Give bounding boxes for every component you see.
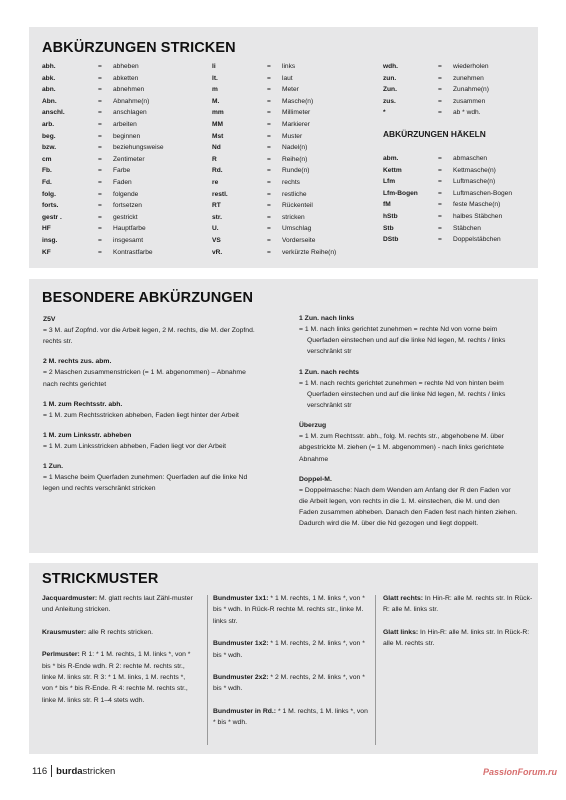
abbr-value: Kettmasche(n) [453,166,496,174]
abbr-equals: = [438,166,442,174]
abbr-row [212,119,336,131]
abbr-value: stricken [282,213,305,221]
abbr-equals: = [98,178,102,186]
abbr-value: arbeiten [113,120,137,128]
abbr-equals: = [438,236,442,244]
abbr-equals: = [98,155,102,163]
abbr-key: beg. [42,132,56,140]
abbr-key: abm. [383,155,399,162]
abbreviation-entry [43,461,273,494]
definition-line: Abnahme [299,455,329,463]
abbr-key: U. [212,225,219,233]
definition-line: Dadurch wird die M. über die Nd gezogen und liegt doppelt. [299,520,479,528]
abbr-value: insgesamt [113,236,144,244]
definition-line: = Doppelmasche: Nach dem Wenden am Anfang der R den Faden vor [299,486,511,494]
definition-line: = 1 M. zum Rechtsstr. abh., folg. M. rechts str., abgehobene M. über [299,433,504,441]
strickmuster-column-2 [213,593,371,740]
abbr-row [42,107,164,119]
pattern-name: Krausmuster: [42,628,87,636]
abbreviation-entry [43,399,273,421]
abbr-row [212,96,336,108]
abbreviation-definition [299,485,529,530]
besondere-left-column [43,314,273,504]
abbreviation-definition [43,325,273,347]
abbr-row [212,73,336,85]
abbreviation-entry [43,314,273,347]
abbr-equals: = [267,144,271,152]
abbr-row [42,177,164,189]
abbr-row [212,61,336,73]
abbr-value: fortsetzen [113,202,142,210]
abbr-value: zunehmen [453,74,484,82]
abbr-value: abmaschen [453,155,488,162]
abbr-value: folgende [113,190,139,198]
pattern-name: Bundmuster 1x2: [213,640,269,648]
abbr-value: rechts [282,178,300,186]
abbreviation-term: Z5V [43,316,56,323]
abbr-equals: = [438,63,442,70]
abbr-row [212,142,336,154]
abbr-equals: = [98,97,102,105]
abbr-equals: = [267,202,271,210]
abbreviation-definition [299,324,529,358]
abbr-value: abnehmen [113,86,145,94]
haekeln-title: ABKÜRZUNGEN HÄKELN [383,129,486,139]
abbr-value: Farbe [113,167,131,175]
abbreviation-entry [43,356,273,389]
abbr-equals: = [438,155,442,162]
abbr-row [383,211,512,223]
pattern-name: Glatt links: [383,628,419,636]
definition-line: Querfaden einstechen und auf die linke Nd legen, M. rechts / links [307,390,506,398]
abbr-equals: = [98,190,102,198]
abbr-value: Rückenteil [282,202,313,210]
pattern-instructions: R 1: * 1 M. rechts, 1 M. links *, von * bis * bis R-Ende wdh. R 2: rechte M. rechts str., linke M. links str. R 3: * 1 M. links, 1 M. rechts *, von * bis * bis R-Ende. R 4: rechte M. rechts str., linke M. links str. R 1–4 stets wdh. [42,651,191,704]
abbr-row [212,200,336,212]
abbr-value: Zunahme(n) [453,86,489,94]
abbr-key: Rd. [212,167,223,175]
abbr-key: zun. [383,74,397,82]
abbr-key: RT [212,202,221,210]
abbr-equals: = [267,155,271,163]
definition-line: = 1 Masche beim Querfaden zunehmen: Querfaden auf die linke Nd [43,474,248,482]
abbr-row [212,235,336,247]
abbreviation-term: 1 M. zum Linksstr. abheben [43,432,132,440]
abbr-row [212,177,336,189]
abbr-key: hStb [383,212,398,220]
abbr-key: * [383,109,386,117]
strickmuster-title: STRICKMUSTER [42,571,159,587]
abbr-row [42,212,164,224]
pattern-entry [42,593,197,616]
abbreviation-definition [43,367,273,389]
abbr-equals: = [98,248,102,256]
abbr-equals: = [438,189,442,197]
abbr-value: Reihe(n) [282,155,308,163]
abbr-key: Mst [212,132,224,140]
abkuerzungen-title: ABKÜRZUNGEN STRICKEN [42,40,236,56]
abbreviation-definition [299,431,529,465]
pattern-entry [213,706,371,729]
abbr-equals: = [267,74,271,82]
abbr-value: Muster [282,132,303,140]
abbreviation-definition [43,472,273,494]
abbr-row [383,96,489,108]
watermark: PassionForum.ru [482,767,557,777]
abbr-equals: = [267,225,271,233]
besondere-right-column [299,313,529,539]
abbr-value: Runde(n) [282,167,310,175]
pattern-instructions: * 2 M. rechts, 2 M. links *, von * bis * wdh. [213,674,365,693]
definition-line: = 1 M. zum Linksstricken abheben, Faden liegt vor der Arbeit [43,443,227,451]
abbr-equals: = [98,144,102,152]
abbr-value: Markierer [282,120,310,128]
abbr-key: Fb. [42,167,52,175]
pattern-entry [383,593,533,616]
abbr-value: abheben [113,63,139,70]
abbr-equals: = [438,97,442,105]
abbr-row [42,142,164,154]
definition-line: = 1 M. nach links gerichtet zunehmen = rechte Nd von vorne beim [299,326,498,333]
abbr-row [42,131,164,143]
abbreviation-entry [299,313,529,358]
abbr-value: Hauptfarbe [113,225,146,233]
abbr-row [383,153,512,165]
brand-name-light: stricken [82,765,116,777]
abbr-value: Faden [113,178,132,186]
abbr-key: Zun. [383,86,397,94]
abbr-key: fM [383,201,391,209]
pattern-entry [213,638,371,661]
abbr-key: Nd [212,144,221,152]
footer-divider [51,765,52,777]
definition-line: Querfaden einstechen und auf die linke Nd legen, M. rechts / links [307,337,506,345]
abbr-value: beziehungsweise [113,144,164,152]
abbr-key: li [212,63,216,70]
definition-line: nach rechts gerichtet [43,380,107,388]
strickmuster-column-1 [42,593,197,717]
abbr-row [42,165,164,177]
pattern-entry [213,672,371,695]
strickmuster-column-3 [383,593,533,661]
pattern-name: Bundmuster in Rd.: [213,707,277,715]
abbr-key: MM [212,120,223,128]
abbreviation-entry [299,420,529,465]
abbreviation-term: Überzug [299,422,327,430]
abbr-key: R [212,155,217,163]
abbr-key: Stb [383,224,394,232]
abbr-value: wiederholen [453,63,489,70]
abbreviation-term: 1 Zun. nach links [299,315,355,322]
abbr-equals: = [267,86,271,94]
pattern-entry [383,627,533,650]
abbr-value: anschlagen [113,109,147,117]
abbr-equals: = [438,224,442,232]
abbr-equals: = [267,178,271,186]
strickmuster-panel [29,563,538,754]
pattern-name: Perlmuster: [42,651,80,659]
abbr-value: feste Masche(n) [453,201,501,209]
abbr-equals: = [98,74,102,82]
abbreviation-entry [43,430,273,452]
definition-line: verschränkt str [307,402,352,410]
abbr-value: abketten [113,74,139,82]
pattern-name: Jacquardmuster: [42,595,98,602]
definition-line: Faden zusammen abheben. Danach den Faden fest nach hinten ziehen. [299,509,518,517]
column-divider [375,595,376,745]
abbr-row [383,84,489,96]
abbr-key: gestr . [42,213,62,221]
abbr-column-1 [42,61,164,258]
abbr-key: zus. [383,97,396,105]
abbr-equals: = [267,190,271,198]
pattern-instructions: * 1 M. rechts, 2 M. links *, von * bis * wdh. [213,640,365,659]
abbr-column-3 [383,61,489,119]
pattern-instructions: * 1 M. rechts, 1 M. links *, von * bis * wdh. [213,707,368,727]
abbreviation-definition [43,410,273,421]
abbr-value: Nadel(n) [282,144,308,152]
definition-line: abgestrickte M. ziehen (= 1 M. abgenommen) - nach links gerichtete [299,444,504,452]
definition-line: = 3 M. auf Zopfnd. vor die Arbeit legen, 2 M. rechts, die M. der Zopfnd. [43,327,255,334]
abbr-value: halbes Stäbchen [453,212,503,220]
abbr-key: cm [42,155,52,163]
abbr-key: arb. [42,120,55,128]
abbr-key: insg. [42,236,58,244]
abbr-equals: = [98,109,102,117]
abbr-key: Kettm [383,166,402,174]
abbr-equals: = [438,109,442,117]
abbr-row [383,223,512,235]
abbr-key: Fd. [42,178,52,186]
abbr-row [212,212,336,224]
abbr-value: verkürzte Reihe(n) [282,248,337,256]
abbreviation-entry [299,474,529,530]
abbr-row [42,154,164,166]
abbr-column-haekeln [383,153,512,246]
abbr-equals: = [98,213,102,221]
abbr-equals: = [438,178,442,186]
abbr-row [42,84,164,96]
abbr-key: abh. [42,63,56,70]
pattern-instructions: In Hin-R: alle M. rechts str. In Rück-R: alle M. links str. [383,595,533,614]
abbr-row [212,189,336,201]
abbreviation-entry [299,367,529,412]
abbr-row [383,199,512,211]
abbr-equals: = [98,236,102,244]
abbr-value: Kontrastfarbe [113,248,153,256]
abbr-value: Millimeter [282,109,311,117]
abbr-row [42,247,164,259]
abbr-equals: = [267,213,271,221]
abbr-value: Abnahme(n) [113,97,150,105]
abbr-key: VS [212,236,221,244]
abbr-equals: = [267,97,271,105]
abbr-equals: = [98,63,102,70]
abbr-equals: = [267,109,271,117]
pattern-name: Bundmuster 2x2: [213,674,269,682]
abbr-value: restliche [282,190,307,198]
abbr-row [383,61,489,73]
abbr-equals: = [98,225,102,233]
abbr-row [212,165,336,177]
pattern-instructions: * 1 M. rechts, 1 M. links *, von * bis * wdh. In Rück-R rechte M. rechts str., linke M. links str. [213,595,365,625]
abbr-value: links [282,63,296,70]
abbr-key: DStb [383,236,399,244]
abbr-equals: = [438,212,442,220]
pattern-instructions: alle R rechts stricken. [86,628,154,636]
abbr-key: m [212,86,218,94]
abbr-row [42,235,164,247]
definition-line: rechts str. [43,338,73,346]
abbr-row [212,247,336,259]
abbr-key: M. [212,97,220,105]
abbr-key: lt. [212,74,218,82]
abbr-key: str. [212,213,222,221]
abbreviation-term: 1 M. zum Rechtsstr. abh. [43,400,123,408]
abbr-value: Masche(n) [282,97,314,105]
abbr-value: zusammen [453,97,486,105]
abbr-value: gestrickt [113,213,138,221]
abbr-key: forts. [42,202,59,210]
abbr-row [212,223,336,235]
abbr-row [383,107,489,119]
abbr-row [383,188,512,200]
abbr-row [383,165,512,177]
abbr-equals: = [98,202,102,210]
column-divider [207,595,208,745]
abbr-equals: = [98,132,102,140]
abbr-key: Abn. [42,97,57,105]
brand-name-bold: burda [56,765,83,777]
definition-line: = 2 Maschen zusammenstricken (= 1 M. abgenommen) – Abnahme [43,369,246,377]
abbr-row [42,200,164,212]
definition-line: die Arbeit legen, von rechts in die 1. M. einstechen, die M. und den [299,498,500,506]
abkuerzungen-panel [29,27,538,268]
abbr-row [383,176,512,188]
abbr-key: HF [42,225,51,233]
pattern-entry [213,593,371,627]
abbr-key: wdh. [383,63,399,70]
page-number: 116 [32,765,48,777]
abbr-value: Vorderseite [282,236,316,244]
definition-line: = 1 M. nach rechts gerichtet zunehmen = rechte Nd von hinten beim [299,379,504,387]
abbr-value: Luftmaschen-Bogen [453,189,513,197]
abbr-row [212,84,336,96]
abbr-row [42,189,164,201]
definition-line: legen und rechts verschränkt stricken [43,485,156,493]
abbr-value: ab * wdh. [453,109,481,117]
abbr-equals: = [267,120,271,128]
abbr-equals: = [98,167,102,175]
besondere-panel [29,279,538,553]
abbreviation-definition [43,441,273,452]
pattern-instructions: M. glatt rechts laut Zähl-muster und Anleitung stricken. [42,595,193,614]
abbr-row [212,131,336,143]
abbr-equals: = [98,86,102,94]
abbr-equals: = [98,120,102,128]
abbr-key: mm [212,109,224,117]
abbr-key: folg. [42,190,56,198]
abbr-equals: = [267,63,271,70]
abbr-value: Luftmasche(n) [453,178,496,186]
abbreviation-term: 1 Zun. nach rechts [299,368,360,376]
pattern-name: Bundmuster 1x1: [213,595,269,602]
abbr-equals: = [267,132,271,140]
pattern-entry [42,627,197,638]
abbr-equals: = [438,74,442,82]
besondere-title: BESONDERE ABKÜRZUNGEN [42,290,254,306]
abbr-equals: = [267,167,271,175]
abbr-equals: = [267,248,271,256]
abbr-key: anschl. [42,109,65,117]
abbr-row [42,119,164,131]
definition-line: = 1 M. zum Rechtsstricken abheben, Faden liegt hinter der Arbeit [43,411,239,419]
abbr-row [212,107,336,119]
abbr-value: Umschlag [282,225,312,233]
abbr-key: restl. [212,190,228,198]
abbr-row [383,73,489,85]
abbr-row [42,61,164,73]
abbr-key: Lfm-Bogen [383,189,418,197]
abbr-value: laut [282,74,293,82]
abbr-row [212,154,336,166]
abbr-key: abk. [42,74,56,82]
definition-line: verschränkt str [307,348,352,356]
abbr-equals: = [438,201,442,209]
abbr-key: bzw. [42,144,57,152]
abbreviation-term: 1 Zun. [43,463,64,471]
abbr-key: vR. [212,248,223,256]
abbr-key: re [212,178,219,186]
abbr-row [42,223,164,235]
abbr-key: Lfm [383,178,396,186]
abbr-value: Stäbchen [453,224,481,232]
abbr-value: Meter [282,86,299,94]
abbr-key: KF [42,248,51,256]
abbr-equals: = [438,86,442,94]
pattern-instructions: In Hin-R: alle M. links str. In Rück-R: alle M. rechts str. [383,628,530,648]
page-footer [32,764,115,778]
abbr-row [42,73,164,85]
pattern-name: Glatt rechts: [383,595,424,602]
abbr-value: Zentimeter [113,155,145,163]
abbreviation-term: 2 M. rechts zus. abm. [43,358,112,366]
abbr-row [383,234,512,246]
abbr-equals: = [267,236,271,244]
abbr-key: abn. [42,86,56,94]
abbreviation-term: Doppel-M. [299,475,332,483]
abbr-column-2 [212,61,336,258]
abbreviation-definition [299,378,529,412]
pattern-entry [42,649,197,706]
abbr-row [42,96,164,108]
abbr-value: beginnen [113,132,141,140]
abbr-value: Doppelstäbchen [453,236,501,244]
